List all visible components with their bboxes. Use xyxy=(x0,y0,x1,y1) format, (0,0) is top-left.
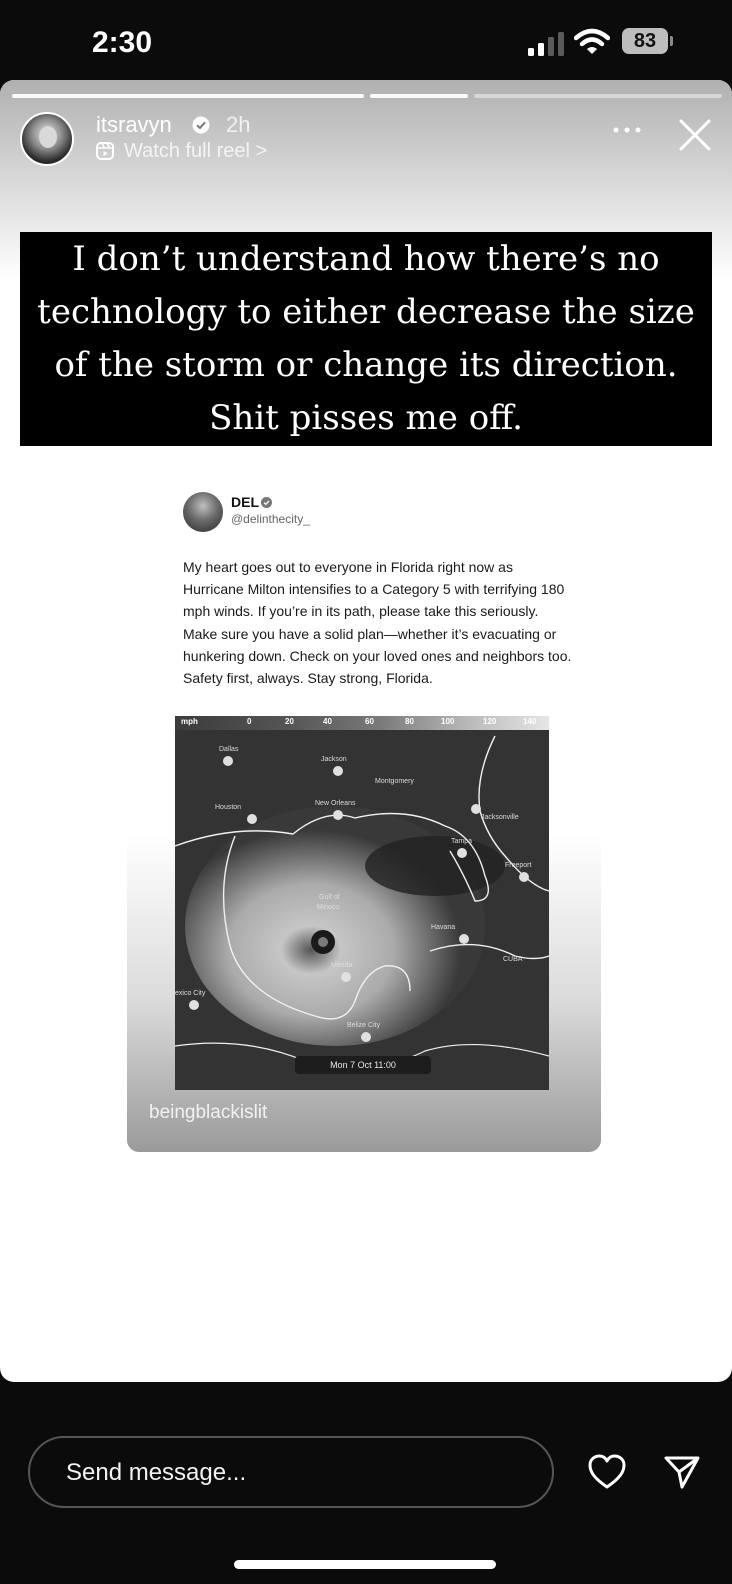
legend-value: 20 xyxy=(285,717,294,726)
legend-value: 0 xyxy=(247,717,252,726)
map-timestamp: Mon 7 Oct 11:00 xyxy=(295,1056,431,1074)
legend-value: 120 xyxy=(483,717,497,726)
send-message-field-container[interactable] xyxy=(28,1436,554,1508)
map-city-label: Belize City xyxy=(347,1022,381,1029)
story-progress-segment-2 xyxy=(370,94,468,98)
legend-value: 80 xyxy=(405,717,414,726)
close-icon[interactable] xyxy=(678,118,712,152)
post-author-name: DEL xyxy=(231,494,259,510)
more-options-icon[interactable] xyxy=(612,122,642,138)
reel-icon xyxy=(96,142,114,160)
legend-value: 100 xyxy=(441,717,455,726)
status-bar xyxy=(0,0,732,80)
heart-icon[interactable] xyxy=(588,1454,626,1490)
map-pin xyxy=(333,810,343,820)
story-age: 2h xyxy=(226,112,251,137)
map-pin xyxy=(361,1032,371,1042)
battery-level: 83 xyxy=(622,28,668,54)
wifi-icon xyxy=(574,28,610,56)
map-city-label: Houston xyxy=(215,804,242,811)
map-pin xyxy=(189,1000,199,1010)
map-pin xyxy=(459,934,469,944)
send-icon[interactable] xyxy=(664,1454,700,1490)
story-progress-segment-1 xyxy=(12,94,364,98)
watch-full-reel-label: Watch full reel xyxy=(124,140,250,162)
map-city-label: Merida xyxy=(331,962,353,969)
post-body-text: My heart goes out to everyone in Florida right now as Hurricane Milton intensifies to a Category 5 with terrifying 180 mph winds. If you’re in its path, please take this seriously. Make sure you have a solid plan—whether it’s evacuating or hunkering down. Check on your loved ones and neighbors too. Safety first, always. Stay strong, Florida. xyxy=(183,559,572,687)
map-pin xyxy=(519,872,529,882)
avatar[interactable] xyxy=(20,112,74,166)
map-city-label: Jacksonville xyxy=(481,814,519,821)
shared-post-source[interactable]: beingblackislit xyxy=(149,1102,268,1123)
map-city-label: New Orleans xyxy=(315,800,356,807)
map-city-label: CUBA xyxy=(503,956,523,963)
post-author-avatar xyxy=(183,492,223,532)
legend-value: 140 xyxy=(523,717,537,726)
battery-icon xyxy=(622,28,674,56)
map-city-label: exico City xyxy=(175,990,206,997)
story-viewer[interactable] xyxy=(0,80,732,1382)
legend-unit: mph xyxy=(181,717,198,726)
legend-value: 40 xyxy=(323,717,332,726)
story-username[interactable]: itsravyn xyxy=(96,112,172,137)
map-city-label: Mexico xyxy=(317,904,340,911)
map-pin xyxy=(247,814,257,824)
watch-full-reel-link[interactable] xyxy=(124,140,267,163)
legend-value: 60 xyxy=(365,717,374,726)
map-city-label: Jackson xyxy=(321,756,347,763)
verified-badge-icon xyxy=(192,116,210,134)
map-city-label: Gulf of xyxy=(319,894,340,901)
post-verified-icon xyxy=(261,497,272,508)
map-pin xyxy=(341,972,351,982)
map-city-label: Freeport xyxy=(505,862,532,869)
cellular-signal-icon xyxy=(528,32,564,56)
status-time: 2:30 xyxy=(92,26,153,59)
home-indicator[interactable] xyxy=(234,1560,496,1569)
map-city-label: Montgomery xyxy=(375,778,414,785)
map-city-label: Tampa xyxy=(451,838,473,845)
post-author-handle: @delinthecity_ xyxy=(231,512,310,526)
map-pin xyxy=(223,756,233,766)
map-city-label: Havana xyxy=(431,924,456,931)
map-pin xyxy=(457,848,467,858)
map-city-label: Dallas xyxy=(219,746,239,753)
story-progress-segment-3 xyxy=(474,94,722,98)
shared-post-card[interactable] xyxy=(127,446,601,1152)
chevron-right-icon: > xyxy=(255,140,268,162)
send-message-input[interactable] xyxy=(64,1454,508,1492)
story-text-overlay: I don’t understand how there’s no technology to either decrease the size of the storm or change its direction. Shit pisses me off. xyxy=(20,232,712,446)
map-pin xyxy=(471,804,481,814)
map-pin xyxy=(333,766,343,776)
hurricane-wind-map xyxy=(175,716,549,1090)
